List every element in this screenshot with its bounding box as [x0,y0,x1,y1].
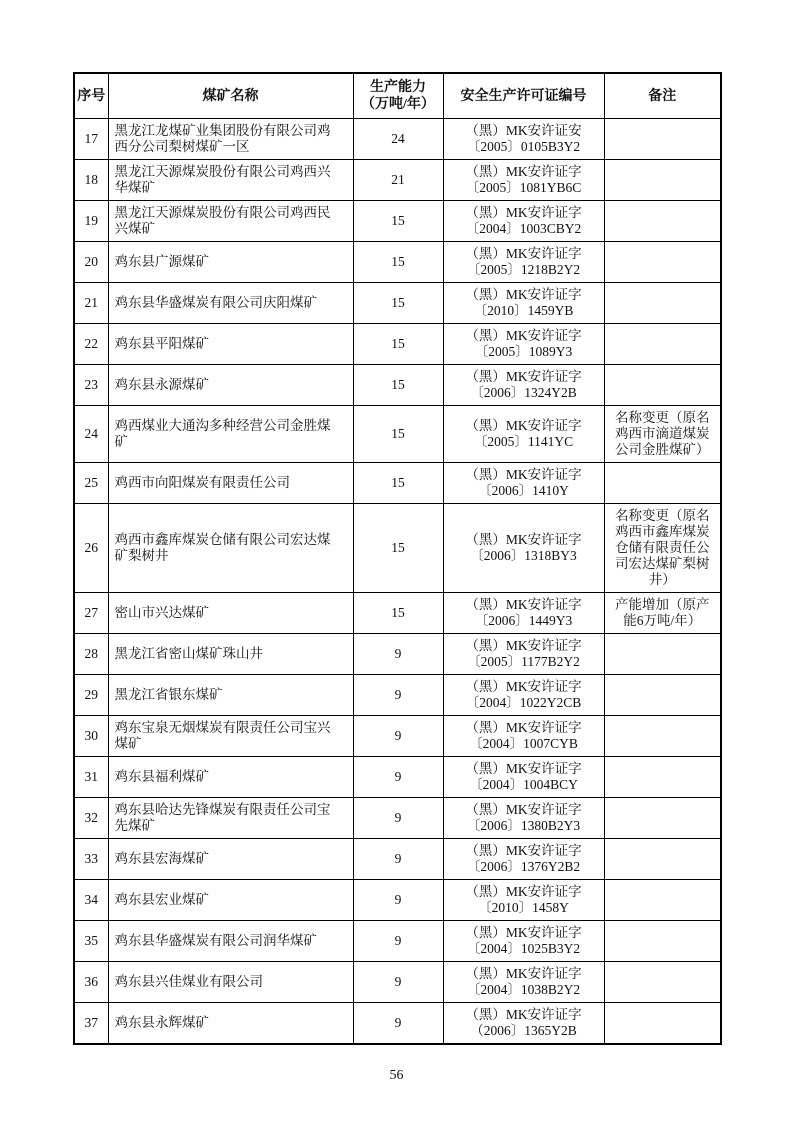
mine-name-cell: 黑龙江龙煤矿业集团股份有限公司鸡西分公司梨树煤矿一区 [108,119,353,160]
remark-cell [604,242,721,283]
row-index-cell: 26 [74,504,108,593]
license-cell: （黑）MK安许证字〔2004〕1025B3Y2 [443,921,604,962]
mine-name-cell: 鸡东县广源煤矿 [108,242,353,283]
license-cell: （黑）MK安许证字〔2005〕1218B2Y2 [443,242,604,283]
row-index-cell: 33 [74,839,108,880]
mine-name-cell: 鸡东县宏业煤矿 [108,880,353,921]
capacity-cell: 24 [353,119,443,160]
row-index-cell: 23 [74,365,108,406]
license-cell: （黑）MK安许证字〔2004〕1022Y2CB [443,675,604,716]
mine-name-cell: 鸡西市鑫库煤炭仓储有限公司宏达煤矿梨树井 [108,504,353,593]
capacity-cell: 15 [353,201,443,242]
capacity-cell: 9 [353,634,443,675]
remark-cell [604,962,721,1003]
remark-cell [604,757,721,798]
table-row [74,365,721,406]
license-cell: （黑）MK安许证字〔2006〕1318BY3 [443,504,604,593]
table-row [74,757,721,798]
remark-cell [604,463,721,504]
table-row [74,880,721,921]
col-header-mine-name: 煤矿名称 [108,73,353,119]
license-cell: （黑）MK安许证字〔2005〕1177B2Y2 [443,634,604,675]
license-cell: （黑）MK安许证字〔2006〕1324Y2B [443,365,604,406]
table-body [74,119,721,1045]
remark-cell [604,1003,721,1045]
mine-name-cell: 黑龙江省银东煤矿 [108,675,353,716]
capacity-cell: 15 [353,406,443,463]
capacity-cell: 15 [353,283,443,324]
remark-cell [604,880,721,921]
table-row [74,201,721,242]
col-header-remark: 备注 [604,73,721,119]
header-row [74,73,721,119]
license-cell: （黑）MK安许证字〔2006〕1410Y [443,463,604,504]
coal-mine-license-table [73,72,722,1045]
table-row [74,283,721,324]
row-index-cell: 22 [74,324,108,365]
mine-name-cell: 鸡东县福利煤矿 [108,757,353,798]
license-cell: （黑）MK安许证安〔2005〕0105B3Y2 [443,119,604,160]
table-row [74,242,721,283]
capacity-cell: 9 [353,675,443,716]
row-index-cell: 37 [74,1003,108,1045]
license-cell: （黑）MK安许证字〔2006〕1449Y3 [443,593,604,634]
row-index-cell: 19 [74,201,108,242]
capacity-cell: 9 [353,798,443,839]
mine-name-cell: 黑龙江天源煤炭股份有限公司鸡西民兴煤矿 [108,201,353,242]
remark-cell [604,324,721,365]
table-row [74,160,721,201]
row-index-cell: 21 [74,283,108,324]
remark-cell [604,675,721,716]
row-index-cell: 35 [74,921,108,962]
capacity-cell: 15 [353,593,443,634]
row-index-cell: 34 [74,880,108,921]
mine-name-cell: 鸡东县华盛煤炭有限公司庆阳煤矿 [108,283,353,324]
table-row [74,798,721,839]
table-row [74,675,721,716]
mine-name-cell: 鸡东县平阳煤矿 [108,324,353,365]
page-number: 56 [389,1068,404,1083]
mine-name-cell: 黑龙江天源煤炭股份有限公司鸡西兴华煤矿 [108,160,353,201]
remark-cell [604,283,721,324]
col-header-capacity [353,73,443,119]
license-cell: （黑）MK安许证字〔2010〕1458Y [443,880,604,921]
capacity-header-line1: 生产能力 [370,80,426,95]
table-row [74,921,721,962]
row-index-cell: 25 [74,463,108,504]
remark-cell [604,160,721,201]
table-row [74,716,721,757]
col-header-index: 序号 [74,73,108,119]
table-row [74,1003,721,1045]
table-row [74,839,721,880]
mine-name-cell: 黑龙江省密山煤矿珠山井 [108,634,353,675]
capacity-cell: 15 [353,324,443,365]
capacity-cell: 9 [353,1003,443,1045]
license-cell: （黑）MK安许证字〔2006〕1376Y2B2 [443,839,604,880]
remark-cell [604,201,721,242]
row-index-cell: 17 [74,119,108,160]
table-header [74,73,721,119]
row-index-cell: 18 [74,160,108,201]
license-cell: （黑）MK安许证字〔2004〕1038B2Y2 [443,962,604,1003]
capacity-header-line2: （万吨/年） [361,97,435,112]
row-index-cell: 30 [74,716,108,757]
mine-name-cell: 鸡东县兴佳煤业有限公司 [108,962,353,1003]
row-index-cell: 20 [74,242,108,283]
table-row [74,593,721,634]
license-cell: （黑）MK安许证字〔2006〕1380B2Y3 [443,798,604,839]
row-index-cell: 32 [74,798,108,839]
row-index-cell: 31 [74,757,108,798]
mine-name-cell: 鸡西煤业大通沟多种经营公司金胜煤矿 [108,406,353,463]
remark-cell: 产能增加（原产能6万吨/年） [604,593,721,634]
table-row [74,324,721,365]
capacity-cell: 15 [353,463,443,504]
mine-name-cell: 鸡东县永源煤矿 [108,365,353,406]
mine-name-cell: 鸡东县哈达先锋煤炭有限责任公司宝先煤矿 [108,798,353,839]
table-row [74,962,721,1003]
remark-cell: 名称变更（原名鸡西市鑫库煤炭仓储有限责任公司宏达煤矿梨树井） [604,504,721,593]
table-row [74,463,721,504]
remark-cell [604,365,721,406]
mine-name-cell: 鸡东县宏海煤矿 [108,839,353,880]
capacity-cell: 15 [353,504,443,593]
mine-name-cell: 鸡东县永辉煤矿 [108,1003,353,1045]
mine-name-cell: 鸡西市向阳煤炭有限责任公司 [108,463,353,504]
capacity-cell: 9 [353,962,443,1003]
license-cell: （黑）MK安许证字〔2004〕1003CBY2 [443,201,604,242]
capacity-cell: 9 [353,757,443,798]
col-header-license: 安全生产许可证编号 [443,73,604,119]
remark-cell [604,119,721,160]
capacity-cell: 15 [353,242,443,283]
table-row [74,634,721,675]
license-cell: （黑）MK安许证字〔2005〕1141YC [443,406,604,463]
remark-cell [604,921,721,962]
license-cell: （黑）MK安许证字〔2005〕1089Y3 [443,324,604,365]
row-index-cell: 36 [74,962,108,1003]
row-index-cell: 27 [74,593,108,634]
table-row [74,504,721,593]
row-index-cell: 24 [74,406,108,463]
mine-name-cell: 鸡东宝泉无烟煤炭有限责任公司宝兴煤矿 [108,716,353,757]
license-cell: （黑）MK安许证字〔2004〕1004BCY [443,757,604,798]
row-index-cell: 29 [74,675,108,716]
row-index-cell: 28 [74,634,108,675]
remark-cell [604,798,721,839]
remark-cell [604,634,721,675]
capacity-cell: 9 [353,716,443,757]
capacity-cell: 21 [353,160,443,201]
remark-cell [604,716,721,757]
license-cell: （黑）MK安许证字（2006〕1365Y2B [443,1003,604,1045]
mine-name-cell: 鸡东县华盛煤炭有限公司润华煤矿 [108,921,353,962]
capacity-cell: 9 [353,880,443,921]
capacity-cell: 9 [353,839,443,880]
remark-cell [604,839,721,880]
license-cell: （黑）MK安许证字〔2010〕1459YB [443,283,604,324]
table-row [74,119,721,160]
capacity-cell: 15 [353,365,443,406]
table-row [74,406,721,463]
license-cell: （黑）MK安许证字〔2004〕1007CYB [443,716,604,757]
remark-cell: 名称变更（原名鸡西市滴道煤炭公司金胜煤矿） [604,406,721,463]
capacity-cell: 9 [353,921,443,962]
mine-name-cell: 密山市兴达煤矿 [108,593,353,634]
license-cell: （黑）MK安许证字〔2005〕1081YB6C [443,160,604,201]
